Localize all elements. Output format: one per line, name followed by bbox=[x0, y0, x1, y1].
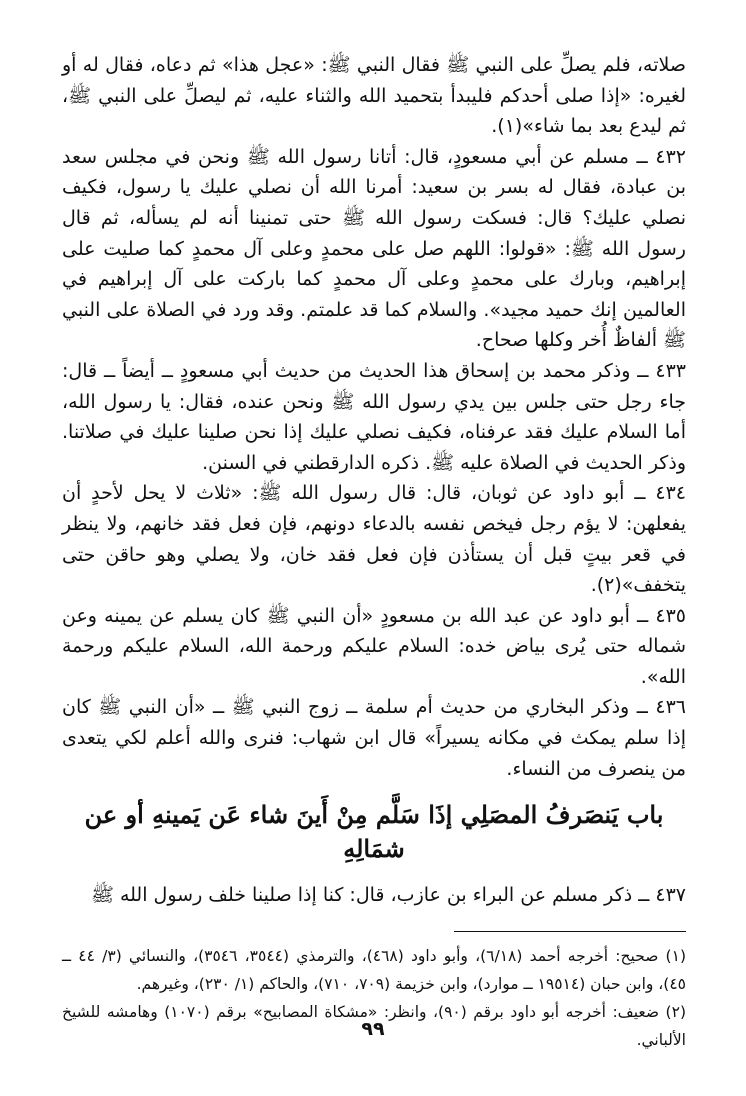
footnote-2: (٢) ضعيف: أخرجه أبو داود برقم (٩٠)، وانظر: «مشكاة المصابيح» برقم (١٠٧٠) وهامشه للشيخ الألباني. bbox=[62, 1002, 686, 1049]
footnote-separator bbox=[454, 931, 686, 932]
paragraph-continuation: صلاته، فلم يصلِّ على النبي ﷺ فقال النبي ﷺ: «عجل هذا» ثم دعاه، فقال له أو لغيره: «إذا صلى أحدكم فليبدأ بتحميد الله والثناء عليه، ثم ليصلِّ على النبي ﷺ، ثم ليدع بعد بما شاء»(١). bbox=[62, 54, 686, 138]
hadith-432: ٤٣٢ ــ مسلم عن أبي مسعودٍ، قال: أتانا رسول الله ﷺ ونحن في مجلس سعد بن عبادة، فقال له بسر بن سعيد: أمرنا الله أن نصلي عليك يا رسول، فكيف نصلي عليك؟ قال: فسكت رسول الله ﷺ حتى تمنينا أنه لم يسأله، ثم قال رسول الله ﷺ: «قولوا: اللهم صل على محمدٍ وعلى آل محمدٍ كما صليت على إبراهيم، وبارك على محمدٍ وعلى آل محمدٍ كما باركت على آل إبراهيم في العالمين إنك حميد مجيد». والسلام كما قد علمتم. وقد ورد في الصلاة على النبي ﷺ ألفاظٌ أُخر وكلها صحاح. bbox=[62, 145, 686, 352]
page-number: ٩٩ bbox=[361, 1018, 385, 1040]
main-text bbox=[62, 50, 686, 784]
hadith-436: ٤٣٦ ــ وذكر البخاري من حديث أم سلمة ــ زوج النبي ﷺ ــ «أن النبي ﷺ كان إذا سلم يمكث في مكانه يسيراً» قال ابن شهاب: فنرى والله أعلم لكي يتعدى من ينصرف من النساء. bbox=[62, 696, 686, 780]
hadith-434: ٤٣٤ ــ أبو داود عن ثوبان، قال: قال رسول الله ﷺ: «ثلاث لا يحل لأحدٍ أن يفعلهن: لا يؤم رجل فيخص نفسه بالدعاء دونهم، فإن فعل فقد خانهم، ولا ينظر في قعر بيتٍ قبل أن يستأذن فإن فعل فقد خان، ولا يصلي وهو حاقن حتى يتخفف»(٢). bbox=[62, 482, 686, 597]
hadith-433: ٤٣٣ ــ وذكر محمد بن إسحاق هذا الحديث من حديث أبي مسعودٍ ــ أيضاً ــ قال: جاء رجل حتى جلس بين يدي رسول الله ﷺ ونحن عنده، فقال: يا رسول الله، أما السلام عليك فقد عرفناه، فكيف نصلي عليك إذا نحن صلينا عليك في صلاتنا. وذكر الحديث في الصلاة عليه ﷺ. ذكره الدارقطني في السنن. bbox=[62, 359, 686, 474]
chapter-heading: باب يَنصَرفُ المصَلِي إذَا سَلَّم مِنْ أَينَ شاء عَن يَمينهِ أو عن شمَالِهِ bbox=[84, 800, 664, 864]
hadith-437: ٤٣٧ ــ ذكر مسلم عن البراء بن عازب، قال: كنا إذا صلينا خلف رسول الله ﷺ bbox=[90, 884, 686, 907]
hadith-435: ٤٣٥ ــ أبو داود عن عبد الله بن مسعودٍ «أن النبي ﷺ كان يسلم عن يمينه وعن شماله حتى يُرى بياض خده: السلام عليكم ورحمة الله، السلام عليكم ورحمة الله». bbox=[62, 604, 686, 688]
footnote-1: (١) صحيح: أخرجه أحمد (٦/١٨)، وأبو داود (٤٦٨)، والترمذي (٣٥٤٤، ٣٥٤٦)، والنسائي (٣/ ٤٤ ــ ٤٥)، وابن حبان (١٩٥١٤ ــ موارد)، وابن خزيمة (٧٠٩، ٧١٠)، والحاكم (١/ ٢٣٠)، وغيرهم. bbox=[62, 946, 686, 993]
